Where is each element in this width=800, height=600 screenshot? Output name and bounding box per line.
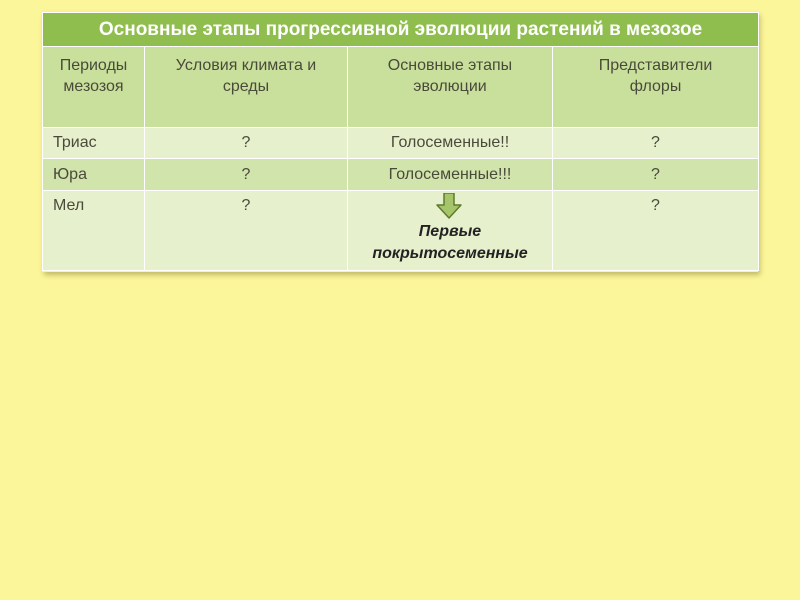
header-stages-line2: эволюции [413, 78, 487, 95]
cell-period: Юра [43, 159, 145, 191]
cell-stage: Голосеменные!! [348, 128, 553, 159]
header-periods [43, 47, 145, 128]
annotation-line2: покрытосеменные [372, 245, 528, 262]
header-climate [145, 47, 348, 128]
first-angiosperms-label [348, 221, 552, 265]
annotation-box [348, 191, 552, 271]
cell-stage: Голосеменные!!! [348, 159, 553, 191]
evolution-table-container [42, 12, 758, 272]
cell-climate: ? [145, 159, 348, 191]
header-flora-line2: флоры [629, 78, 682, 95]
annotation-line1: Первые [418, 223, 482, 240]
cell-climate: ? [145, 128, 348, 159]
cell-climate: ? [145, 191, 348, 271]
header-climate-line2: среды [222, 78, 270, 95]
cell-flora: ? [553, 191, 759, 271]
cell-flora: ? [553, 128, 759, 159]
table-row [43, 159, 759, 191]
table-header-row [43, 47, 759, 128]
header-flora [553, 47, 759, 128]
table-row [43, 191, 759, 271]
header-stages-line1: Основные этапы [387, 57, 513, 74]
header-periods-line2: мезозоя [63, 78, 124, 95]
header-stages [348, 47, 553, 128]
header-periods-line1: Периоды [59, 57, 128, 74]
table-title: Основные этапы прогрессивной эволюции растений в мезозое [43, 13, 759, 47]
table-title-row [43, 13, 759, 47]
cell-period: Мел [43, 191, 145, 271]
header-flora-line1: Представители [598, 57, 713, 74]
cell-period: Триас [43, 128, 145, 159]
down-arrow-icon [436, 193, 462, 219]
cell-stage-annotation [348, 191, 553, 271]
cell-flora: ? [553, 159, 759, 191]
header-climate-line1: Условия климата и [175, 57, 317, 74]
evolution-table [42, 12, 759, 271]
table-row [43, 128, 759, 159]
